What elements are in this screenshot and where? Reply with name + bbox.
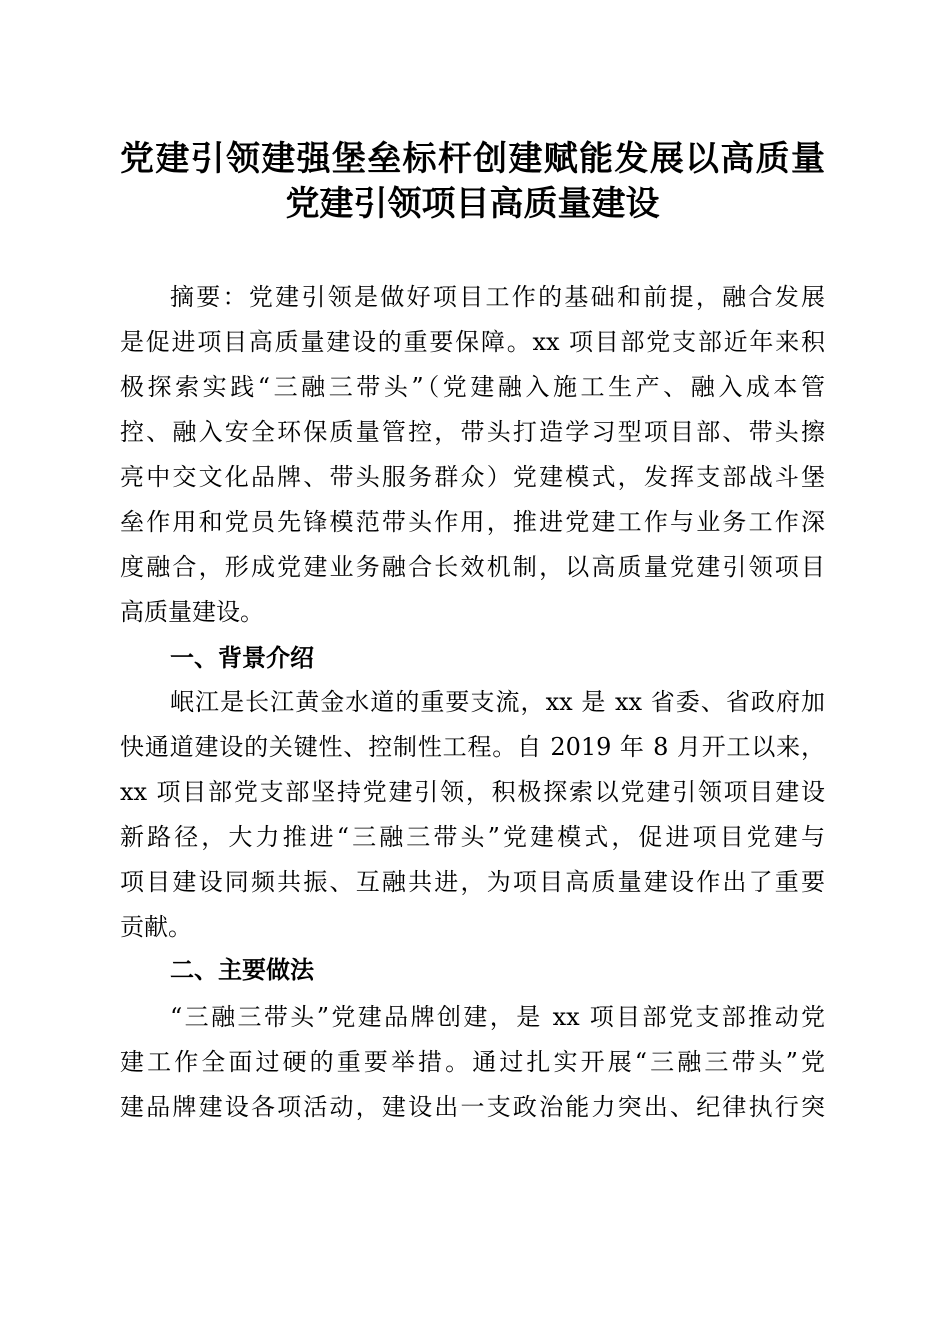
text-line: 亮中交文化品牌、带头服务群众）党建模式，发挥支部战斗堡 bbox=[120, 463, 825, 491]
section-heading-background: 一、背景介绍 bbox=[170, 643, 314, 672]
text-line: 建工作全面过硬的重要举措。通过扎实开展“三融三带头”党 bbox=[120, 1048, 825, 1076]
text-line: xx 项目部党支部坚持党建引领，积极探索以党建引领项目建设 bbox=[120, 778, 825, 806]
text-line: 贡献。 bbox=[120, 913, 192, 941]
document-body bbox=[120, 275, 825, 1130]
text-line: 高质量建设。 bbox=[120, 598, 264, 626]
text-line: “三融三带头”党建品牌创建，是 xx 项目部党支部推动党 bbox=[170, 1003, 825, 1031]
section-heading-main-practices: 二、主要做法 bbox=[170, 955, 314, 984]
text-line: 摘要：党建引领是做好项目工作的基础和前提，融合发展 bbox=[170, 283, 825, 311]
document-title-line-1: 党建引领建强堡垒标杆创建赋能发展以高质量 bbox=[120, 139, 825, 179]
text-line: 岷江是长江黄金水道的重要支流，xx 是 xx 省委、省政府加 bbox=[170, 688, 825, 716]
text-line: 是促进项目高质量建设的重要保障。xx 项目部党支部近年来积 bbox=[120, 328, 825, 356]
text-line: 建品牌建设各项活动，建设出一支政治能力突出、纪律执行突 bbox=[120, 1093, 825, 1121]
text-line: 快通道建设的关键性、控制性工程。自 2019 年 8 月开工以来， bbox=[120, 733, 825, 761]
abstract-paragraph bbox=[120, 275, 825, 635]
text-line: 度融合，形成党建业务融合长效机制，以高质量党建引领项目 bbox=[120, 553, 825, 581]
text-line: 极探索实践“三融三带头”（党建融入施工生产、融入成本管 bbox=[120, 373, 825, 401]
text-line: 项目建设同频共振、互融共进，为项目高质量建设作出了重要 bbox=[120, 868, 825, 896]
main-practices-paragraph bbox=[120, 995, 825, 1130]
document-title-line-2: 党建引领项目高质量建设 bbox=[285, 184, 660, 224]
text-line: 新路径，大力推进“三融三带头”党建模式，促进项目党建与 bbox=[120, 823, 825, 851]
text-line: 控、融入安全环保质量管控，带头打造学习型项目部、带头擦 bbox=[120, 418, 825, 446]
background-paragraph bbox=[120, 680, 825, 950]
text-line: 垒作用和党员先锋模范带头作用，推进党建工作与业务工作深 bbox=[120, 508, 825, 536]
